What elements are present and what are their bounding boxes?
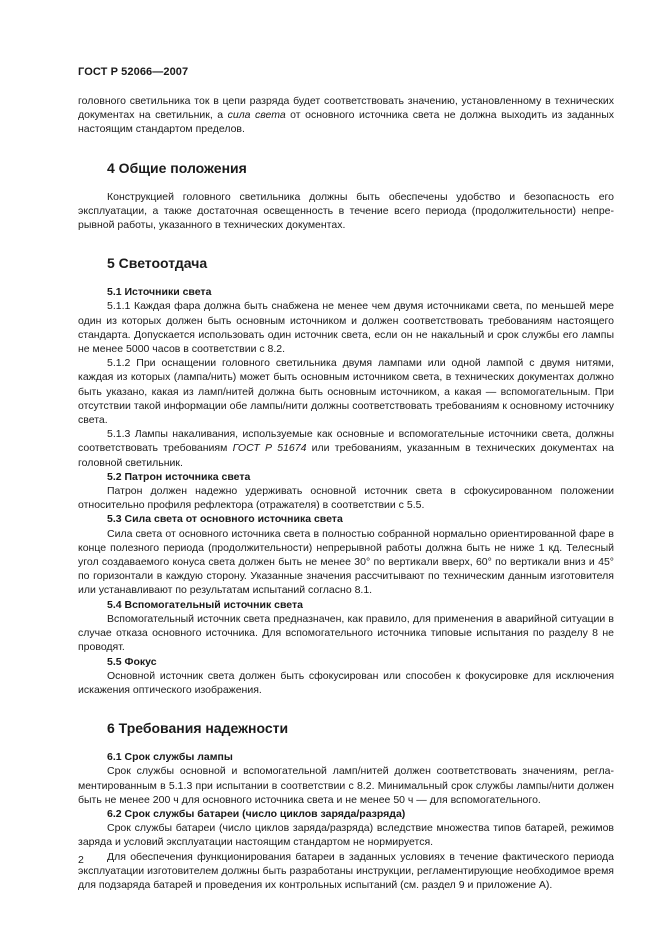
- clause-6-2-b: Для обеспечения функционирования батареи в заданных условиях в течение фактического периода эксплуатации изготовителем должны быть разработаны инструкции, регламентирующие необходимое время для подзаряда батарей и проведения их контрольных испытаний (см. раздел 9 и приложение А).: [78, 850, 614, 891]
- document-code-header: ГОСТ Р 52066—2007: [78, 66, 189, 78]
- page-number: 2: [78, 854, 84, 866]
- clause-5-1-2: 5.1.2 При оснащении головного светильника двумя лампами или одной лампой с двумя нитями, каждая из которых (лампа/нить) может быть основным источником света, в технических документах должно быть указано, какая из ламп/нитей должна быть основным источником, а какая — вспомогательным. При отсутствии такой информации обе лампы/нити должны соответствовать требованиям к основному источнику света.: [78, 357, 614, 427]
- section-4-heading: 4 Общие положения: [107, 159, 247, 176]
- clause-5-5: Основной источник света должен быть сфокусирован или способен к фокусировке для исключения искажения оптического изображения.: [78, 669, 614, 696]
- intro-text-a: головного светильника ток в цепи разряда будет соответствовать значению, установленному в технических документах на светильник, а: [78, 95, 614, 122]
- page-content: [78, 94, 614, 892]
- clause-5-1-1: 5.1.1 Каждая фара должна быть снабжена не менее чем двумя источниками света, по меньшей мере один из которых должен быть основным источником и должен соответствовать требованиям настоящего стандарта. Допускается использовать один источник света, если он не накальный и срок службы его лампы не менее 5000 часов в соответствии с 8.2.: [78, 300, 614, 356]
- section-5-heading: 5 Светоотдача: [107, 255, 208, 272]
- clause-5-3: Сила света от основного источника света в полностью собранной нормально ориентированной фаре в конце полезного периода (продолжительности) непрерывной работы должна быть не ниже 1 кд. Телесный угол создаваемого конуса света должен быть не менее 30° по вертикали вверх, 60° по вертикали вниз и 45° по горизонтали в каждую сторону. Указанные значения рассчитывают по техническим данным изготовителя или устанавливают по результатам испытаний согласно 8.1.: [78, 527, 614, 597]
- subsection-5-4-heading: 5.4 Вспомогательный источник света: [107, 598, 303, 611]
- section-6-heading: 6 Требования надежности: [107, 720, 289, 737]
- clause-5-1-3-text-b: или требованиям, указанным в технических документах на головной светильник.: [78, 442, 614, 469]
- intro-paragraph: [78, 94, 614, 137]
- section-4-paragraph: Конструкцией головного светильника должны быть обеспечены удобство и безопасность его эксплуатации, а также достаточная освещенность в течение всего периода (продолжительности) непрерывной работы, указанного в технических документах.: [78, 190, 614, 232]
- clause-6-2-a: Срок службы батареи (число циклов заряда/разряда) вследствие множества типов батарей, режимов заряда и условий эксплуатации настоящим стандартом не нормируется.: [78, 822, 614, 849]
- subsection-5-5-heading: 5.5 Фокус: [107, 655, 157, 668]
- subsection-5-1-heading: 5.1 Источники света: [107, 286, 212, 299]
- clause-5-4: Вспомогательный источник света предназначен, как правило, для применения в аварийной ситуации в случае отказа основного источника. Для вспомогательного источника типовые испытания по разделу 8 не проводят.: [78, 612, 614, 654]
- subsection-5-2-heading: 5.2 Патрон источника света: [107, 470, 251, 483]
- intro-text-b: от основного источника света не должна выходить из заданных настоящим стандартом пределов.: [78, 109, 614, 136]
- clause-5-1-3-standard-ref: ГОСТ Р 51674: [232, 442, 307, 455]
- subsection-6-1-heading: 6.1 Срок службы лампы: [107, 751, 233, 764]
- subsection-6-2-heading: 6.2 Срок службы батареи (число циклов заряда/разряда): [107, 807, 406, 820]
- clause-6-1: Срок службы основной и вспомогательной ламп/нитей должен соответствовать значениям, регламентированным в 5.1.3 при испытании в соответствии с 8.2. Минимальный срок службы лампы/нити должен быть не менее 200 ч для основного источника света и не менее 50 ч — для вспомогательного.: [78, 765, 614, 806]
- intro-term-luminous-intensity: сила света: [227, 109, 286, 122]
- clause-5-1-3: [78, 427, 614, 470]
- clause-5-1-3-text-a: 5.1.3 Лампы накаливания, используемые как основные и вспомогательные источники света, должны соответствовать требованиям: [78, 428, 614, 455]
- clause-5-2: Патрон должен надежно удерживать основной источник света в сфокусированном положении относительно профиля рефлектора (отражателя) в соответствии с 5.5.: [78, 485, 614, 512]
- subsection-5-3-heading: 5.3 Сила света от основного источника света: [107, 513, 343, 526]
